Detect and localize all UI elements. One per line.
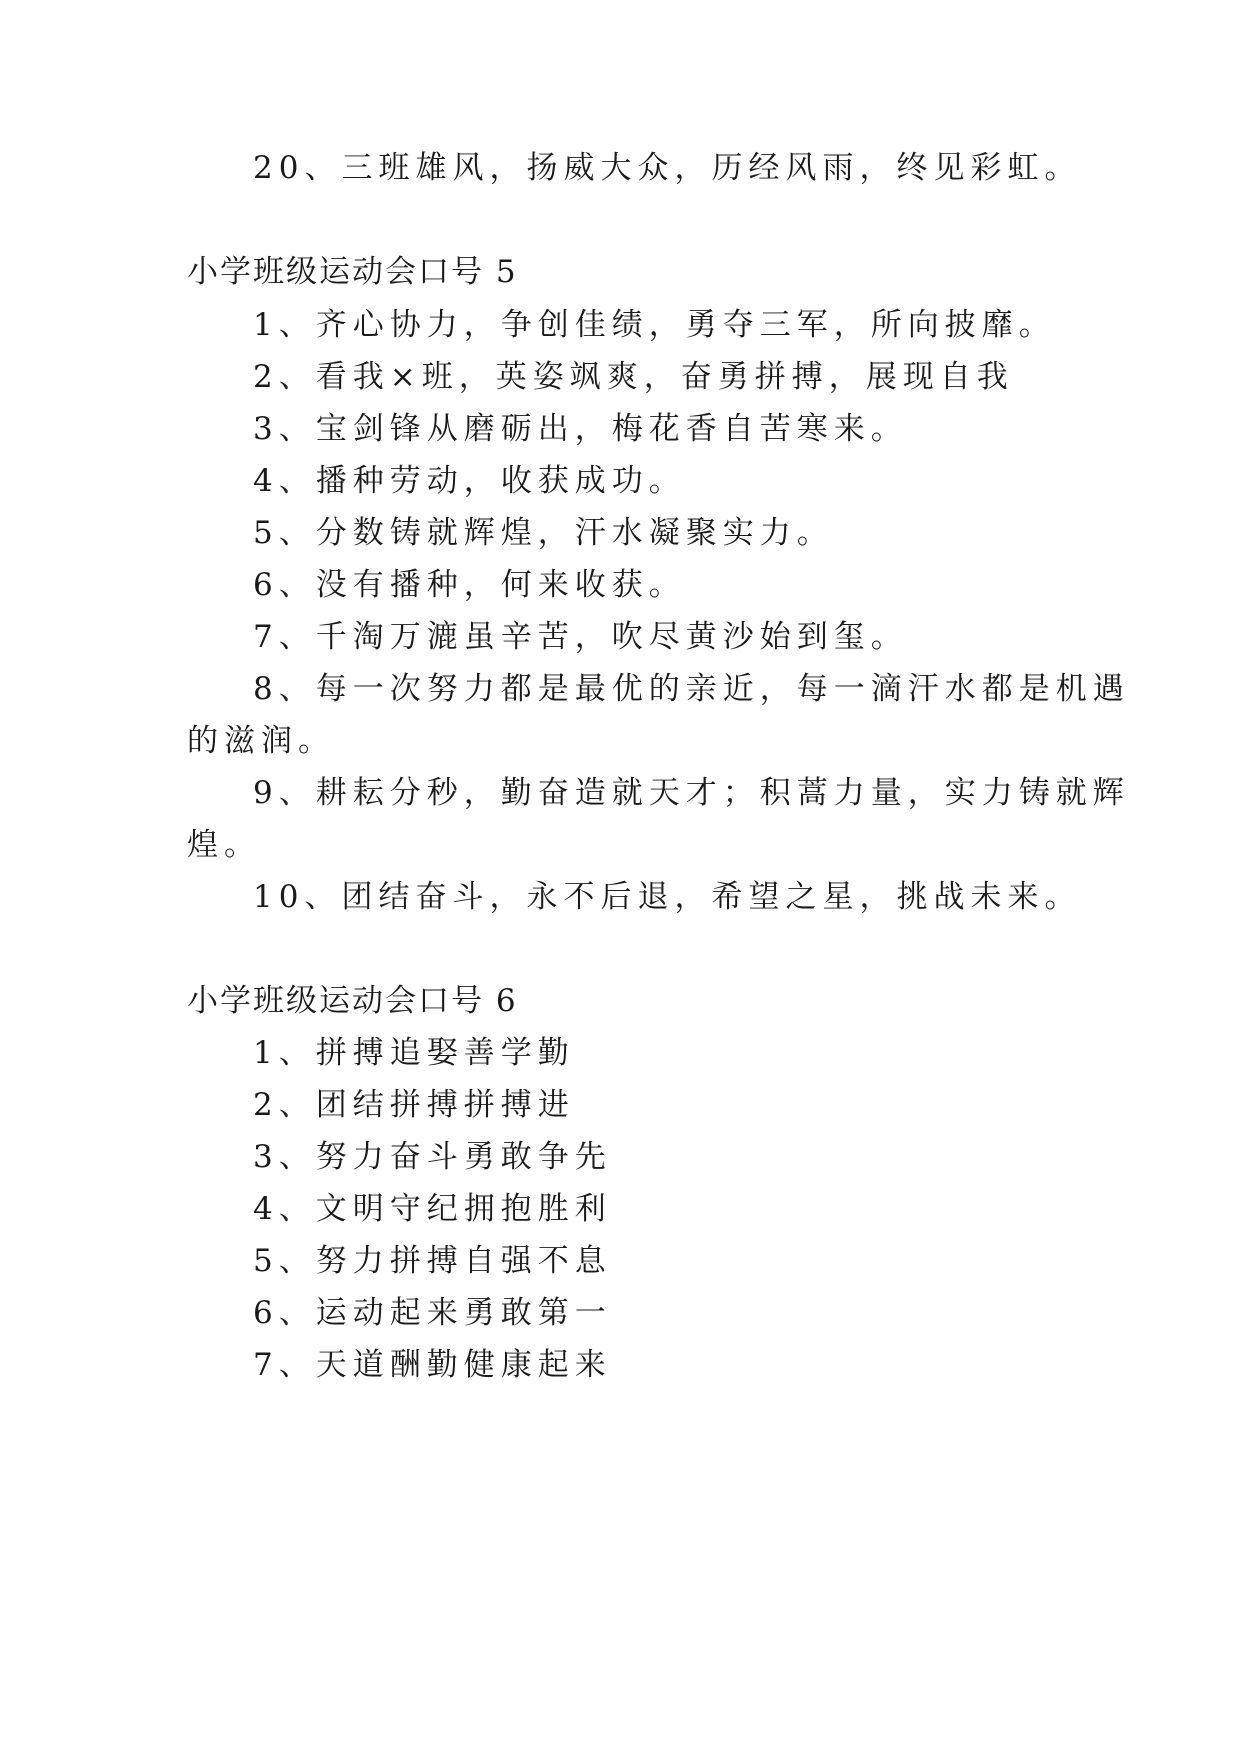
- slogan-item: 5、分数铸就辉煌，汗水凝聚实力。: [253, 515, 834, 551]
- slogan-item: 2、看我×班，英姿飒爽，奋勇拼搏，展现自我: [253, 359, 1014, 395]
- slogan-item: 7、天道酬勤健康起来: [253, 1347, 612, 1383]
- slogan-item: 3、宝剑锋从磨砺出，梅花香自苦寒来。: [253, 411, 908, 447]
- slogan-item-20: 20、三班雄风，扬威大众，历经风雨，终见彩虹。: [253, 150, 1082, 186]
- section-heading-5: 小学班级运动会口号 5: [187, 254, 518, 290]
- slogan-item: 10、团结奋斗，永不后退，希望之星，挑战未来。: [253, 879, 1082, 915]
- slogan-item: 1、齐心协力，争创佳绩，勇夺三军，所向披靡。: [253, 307, 1056, 343]
- slogan-item: 7、千淘万漉虽辛苦，吹尽黄沙始到玺。: [253, 619, 908, 655]
- slogan-item: 8、每一次努力都是最优的亲近，每一滴汗水都是机遇: [253, 671, 1130, 707]
- slogan-item: 3、努力奋斗勇敢争先: [253, 1139, 612, 1175]
- slogan-item: 9、耕耘分秒，勤奋造就天才；积蒿力量，实力铸就辉: [253, 775, 1130, 811]
- slogan-item: 1、拼搏追娶善学勤: [253, 1035, 575, 1071]
- slogan-item: 2、团结拼搏拼搏进: [253, 1087, 575, 1123]
- slogan-item-continuation: 的滋润。: [187, 723, 335, 759]
- slogan-item: 5、努力拼搏自强不息: [253, 1243, 612, 1279]
- section-heading-6: 小学班级运动会口号 6: [187, 983, 518, 1019]
- slogan-item: 4、播种劳动，收获成功。: [253, 463, 686, 499]
- slogan-item: 4、文明守纪拥抱胜利: [253, 1191, 612, 1227]
- slogan-item: 6、运动起来勇敢第一: [253, 1295, 612, 1331]
- slogan-item: 6、没有播种，何来收获。: [253, 567, 686, 603]
- slogan-item-continuation: 煌。: [187, 827, 261, 863]
